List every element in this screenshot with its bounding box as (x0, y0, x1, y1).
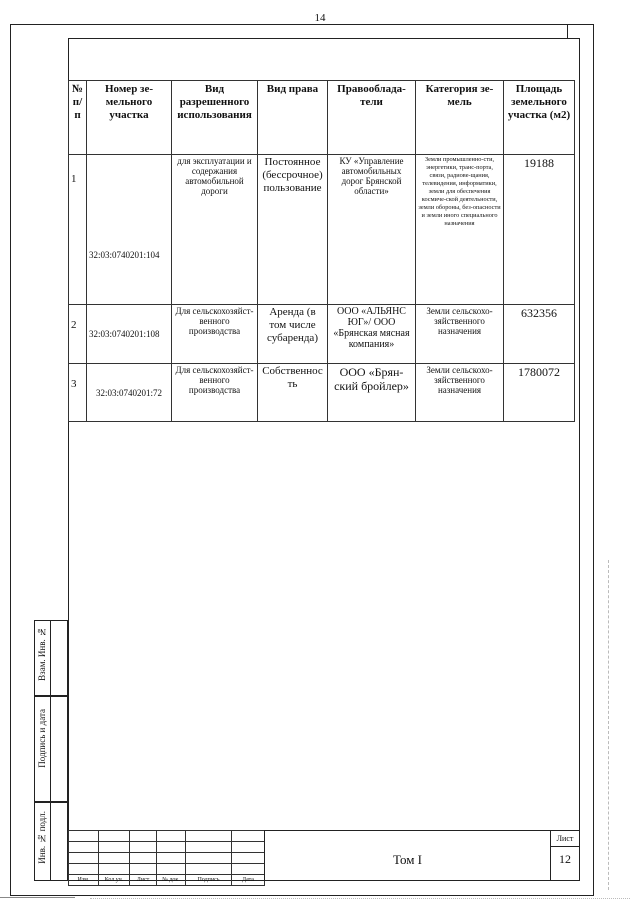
row-num: 3 (69, 364, 87, 422)
row-use: Для сельскохозяйст-венного производства (172, 364, 258, 422)
row-holder: КУ «Управление автомобильных дорог Брянской области» (328, 155, 416, 305)
col-date: Дата (232, 875, 265, 886)
scan-bottom-dots (90, 898, 630, 899)
row-right: Собственнос ть (258, 364, 328, 422)
row-use: для эксплуатации и содержания автомобильной дороги (172, 155, 258, 305)
table-row (69, 364, 575, 422)
row-num: 2 (69, 305, 87, 364)
stamp-sign-date-label: Подпись и дата (37, 709, 47, 768)
page-number: 14 (314, 12, 326, 24)
col-kolch: Кол.уч. (99, 875, 130, 886)
sheet-number: 12 (559, 852, 571, 866)
row-cadastral: 32:03:0740201:72 (87, 364, 172, 422)
table-header-row (69, 81, 575, 155)
col-izm: Изм. (69, 875, 99, 886)
row-right: Аренда (в том числе субаренда) (258, 305, 328, 364)
row-cadastral: 32:03:0740201:108 (87, 305, 172, 364)
header-right: Вид права (258, 81, 328, 155)
header-num: № п/п (69, 81, 87, 155)
stamp-divider (34, 620, 51, 881)
sheet-label: Лист (550, 834, 580, 847)
row-area: 1780072 (504, 364, 575, 422)
scan-margin-dashes (608, 560, 610, 890)
col-list: Лист (130, 875, 157, 886)
row-category: Земли сельскохо-зяйственного назначения (416, 305, 504, 364)
row-right: Постоянное (бессрочное) пользование (258, 155, 328, 305)
row-area: 632356 (504, 305, 575, 364)
header-area: Площадь земельного участка (м2) (504, 81, 575, 155)
header-category: Категория зе-мель (416, 81, 504, 155)
row-holder: ООО «АЛЬЯНС ЮГ»/ ООО «Брянская мясная компания» (328, 305, 416, 364)
land-plots-table (68, 80, 575, 422)
row-area: 19188 (504, 155, 575, 305)
volume-title (264, 830, 550, 881)
header-cadastral: Номер зе-мельного участка (87, 81, 172, 155)
col-ndoc: № док. (157, 875, 186, 886)
row-category: Земли сельскохо-зяйственного назначения (416, 364, 504, 422)
header-holder: Правооблада-тели (328, 81, 416, 155)
stamp-inv-replace-label: Взам. Инв. № (37, 627, 47, 681)
col-sign: Подпись (186, 875, 232, 886)
table-row (69, 305, 575, 364)
row-category: Земли промышленно-сти, энергетики, транс-порта, связи, радиове-щания, телевидения, информатики, земли для обеспечения космиче-ской деятельности, земли обороны, без-опасности и земли иного специального назначения (416, 155, 504, 305)
header-use: Вид разрешенного использования (172, 81, 258, 155)
stamp-inv-orig-label: Инв. № подл. (37, 811, 47, 864)
row-cadastral: 32:03:0740201:104 (87, 155, 172, 305)
volume-label: Том I (392, 851, 423, 867)
row-holder: ООО «Брян-ский бройлер» (328, 364, 416, 422)
scan-bottom-line (0, 897, 75, 898)
row-num: 1 (69, 155, 87, 305)
revision-header-row (69, 875, 265, 886)
table-row (69, 155, 575, 305)
row-use: Для сельскохозяйст-венного производства (172, 305, 258, 364)
frame-corner-notch (567, 24, 580, 38)
revision-grid (68, 830, 265, 886)
